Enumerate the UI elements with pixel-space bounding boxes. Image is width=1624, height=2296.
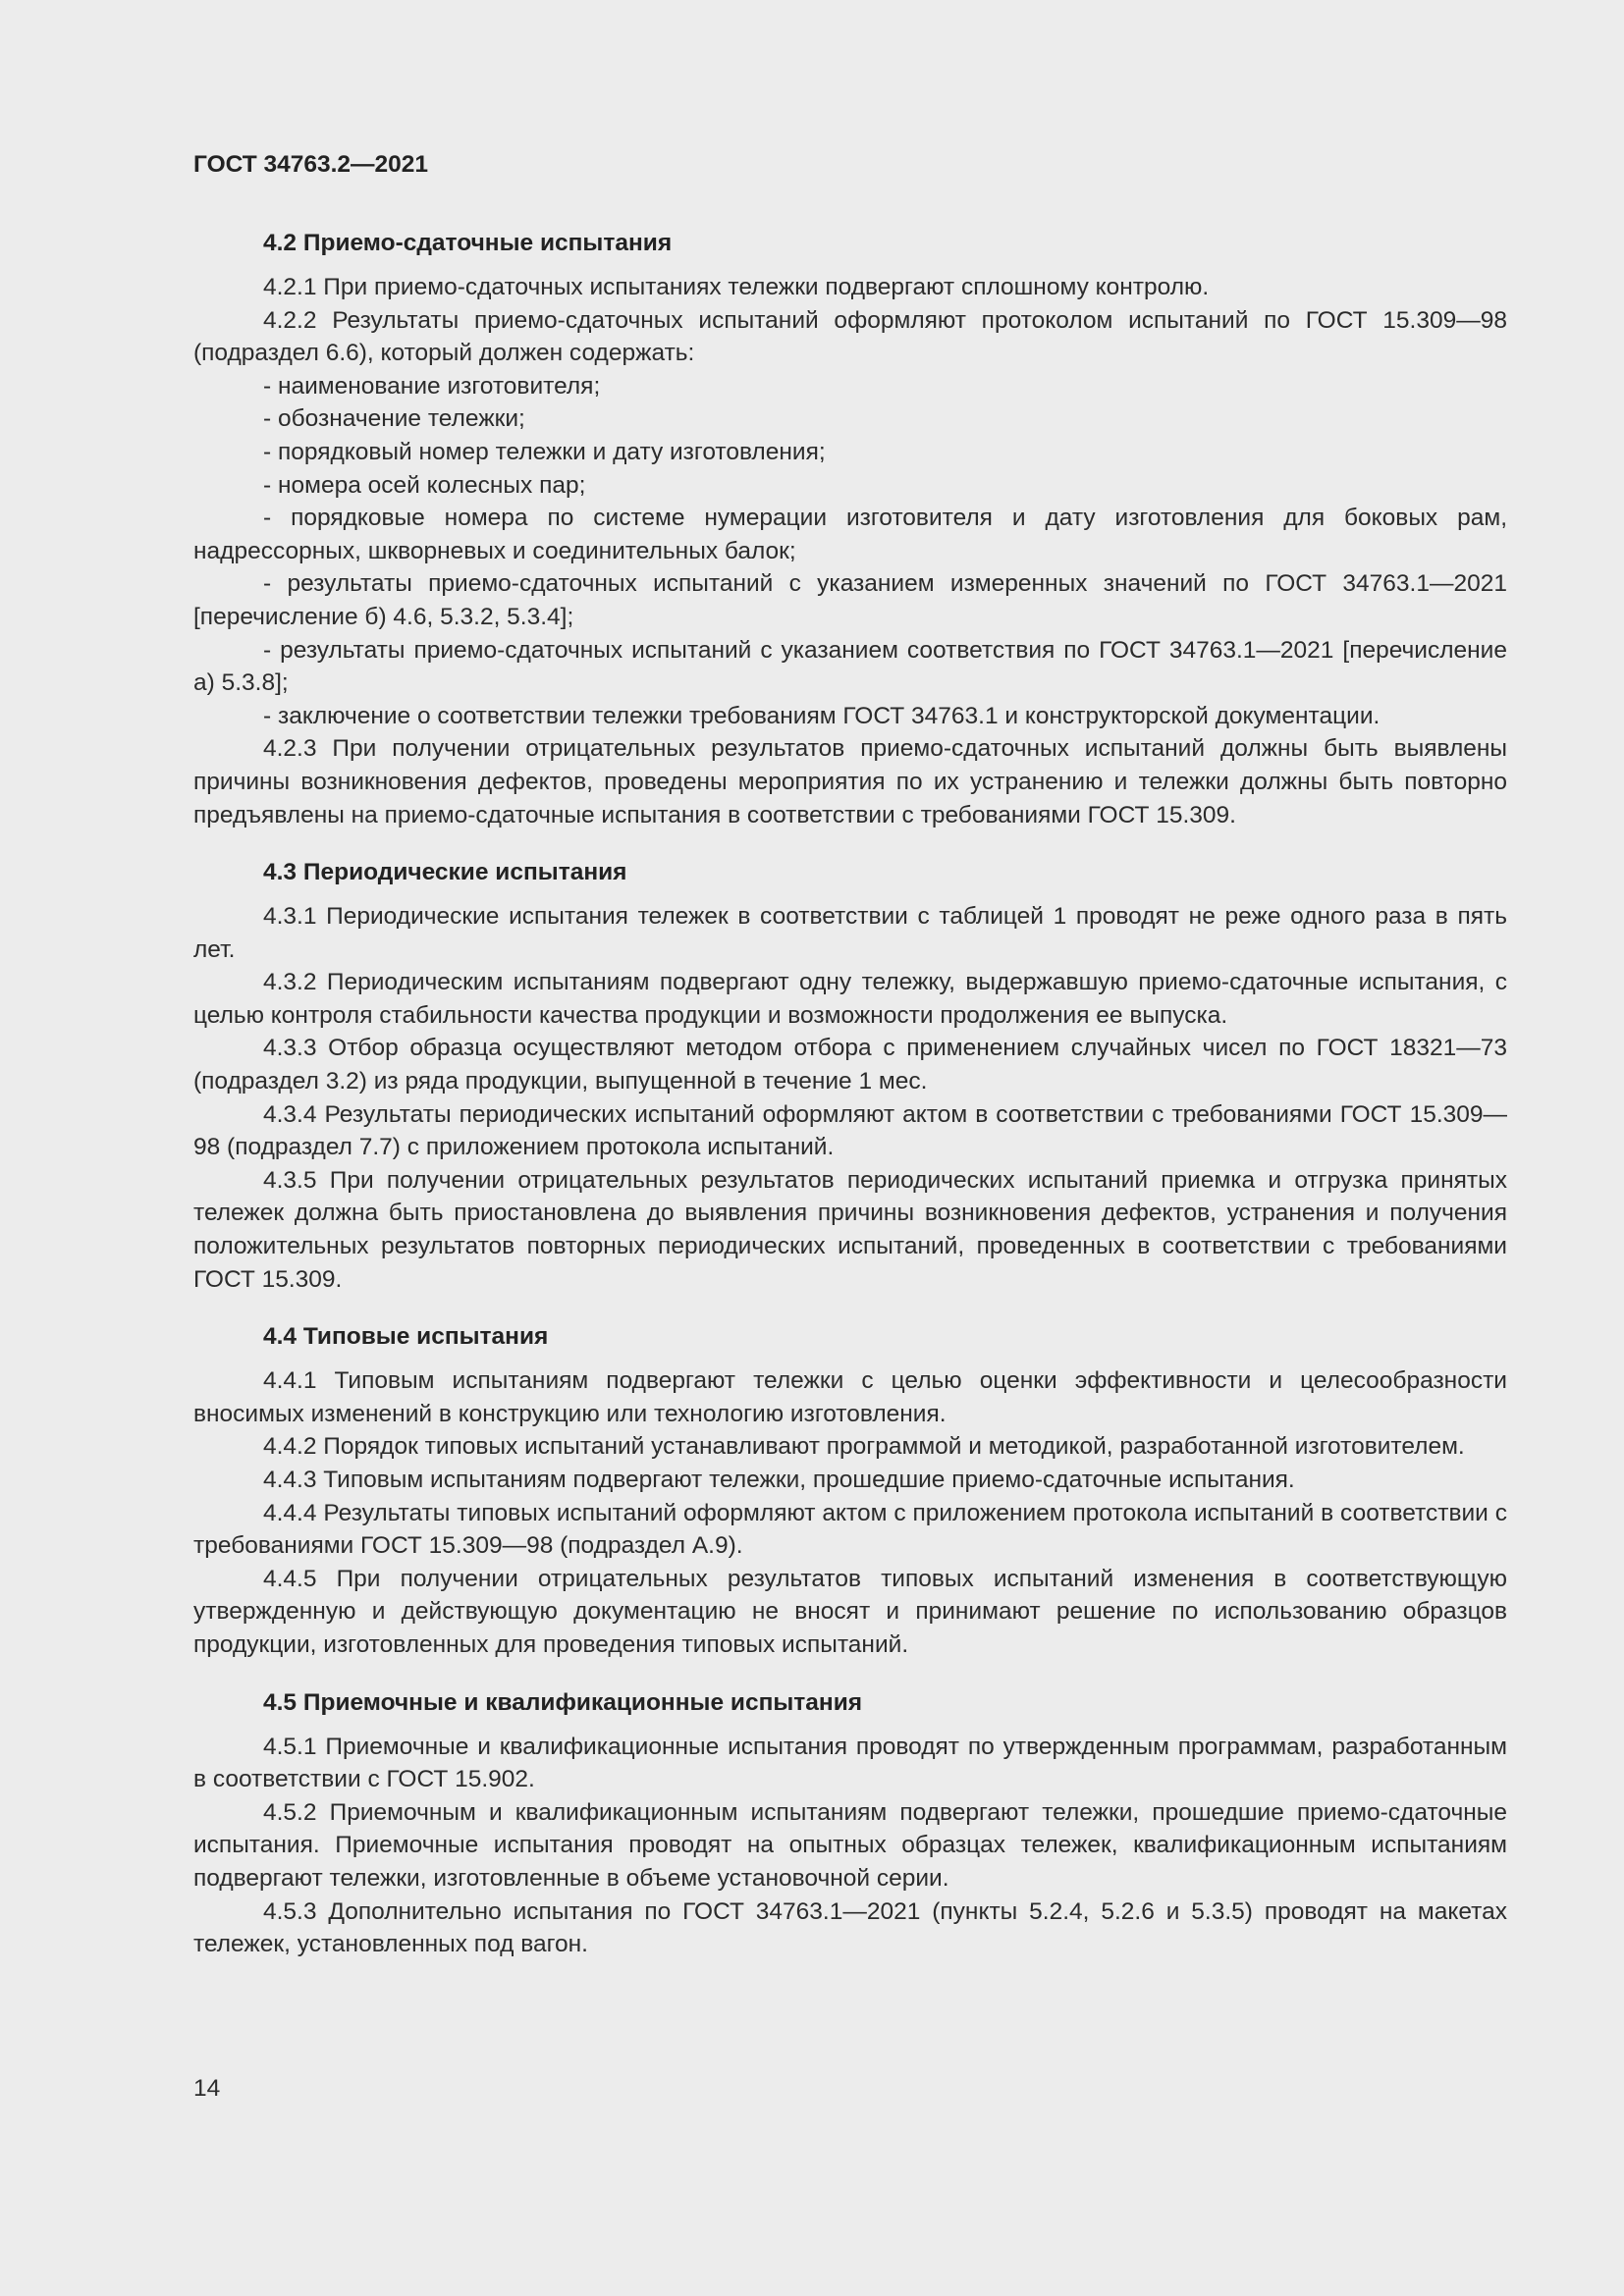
list-item: - наименование изготовителя; bbox=[263, 372, 601, 400]
paragraph: 4.3.3 Отбор образца осуществляют методом отбора с применением случайных чисел по ГОСТ 18321—73 (подраздел 3.2) из ряда продукции, выпущенной в течение 1 мес. bbox=[193, 1035, 1507, 1095]
page-content bbox=[193, 145, 1507, 1983]
paragraph: 4.2.2 Результаты приемо-сдаточных испытаний оформляют протоколом испытаний по ГОСТ 15.309—98 (подраздел 6.6), который должен содержать: bbox=[193, 306, 1507, 367]
paragraph: 4.2.1 При приемо-сдаточных испытаниях тележки подвергают сплошному контролю. bbox=[263, 274, 1210, 300]
list-item: - номера осей колесных пар; bbox=[263, 471, 586, 499]
section-4-4 bbox=[193, 1317, 1507, 1661]
list-item: - порядковые номера по системе нумерации изготовителя и дату изготовления для боковых рам, надрессорных, шкворневых и соединительных балок; bbox=[193, 505, 1507, 564]
section-4-2 bbox=[193, 224, 1507, 831]
paragraph: 4.3.1 Периодические испытания тележек в соответствии с таблицей 1 проводят не реже одного раза в пять лет. bbox=[193, 903, 1507, 963]
paragraph: 4.2.3 При получении отрицательных результатов приемо-сдаточных испытаний должны быть выявлены причины возникновения дефектов, проведены мероприятия по их устранению и тележки должны быть повторно предъявлены на приемо-сдаточные испытания в соответствии с требованиями ГОСТ 15.309. bbox=[193, 735, 1507, 828]
list-item: - обозначение тележки; bbox=[263, 405, 525, 433]
paragraph: 4.4.4 Результаты типовых испытаний оформляют актом с приложением протокола испытаний в соответствии с требованиями ГОСТ 15.309—98 (подраздел А.9). bbox=[193, 1499, 1507, 1560]
paragraph: 4.5.2 Приемочным и квалификационным испытаниям подвергают тележки, прошедшие приемо-сдаточные испытания. Приемочные испытания проводят на опытных образцах тележек, квалификационным испытаниям подвергают тележки, изготовленные в объеме установочной серии. bbox=[193, 1798, 1507, 1892]
paragraph: 4.4.5 При получении отрицательных результатов типовых испытаний изменения в соответствующую утвержденную и действующую документацию не вносят и принимают решение по использованию образцов продукции, изготовленных для проведения типовых испытаний. bbox=[193, 1565, 1507, 1658]
list-item: - результаты приемо-сдаточных испытаний с указанием измеренных значений по ГОСТ 34763.1—2021 [перечисление б) 4.6, 5.3.2, 5.3.4]; bbox=[193, 570, 1507, 630]
paragraph: 4.3.5 При получении отрицательных результатов периодических испытаний приемка и отгрузка принятых тележек должна быть приостановлена до выявления причины возникновения дефектов, устранения и получения положительных результатов повторных периодических испытаний, проведенных в соответствии с требованиями ГОСТ 15.309. bbox=[193, 1166, 1507, 1293]
list-item: - результаты приемо-сдаточных испытаний с указанием соответствия по ГОСТ 34763.1—2021 [перечисление а) 5.3.8]; bbox=[193, 636, 1507, 697]
list-item: - порядковый номер тележки и дату изготовления; bbox=[263, 438, 826, 465]
list-item: - заключение о соответствии тележки требованиям ГОСТ 34763.1 и конструкторской документации. bbox=[263, 702, 1380, 729]
section-title: 4.2 Приемо-сдаточные испытания bbox=[263, 230, 673, 256]
paragraph: 4.3.4 Результаты периодических испытаний оформляют актом в соответствии с требованиями ГОСТ 15.309—98 (подраздел 7.7) с приложением протокола испытаний. bbox=[193, 1100, 1507, 1161]
document-header: ГОСТ 34763.2—2021 bbox=[193, 151, 429, 178]
paragraph: 4.5.3 Дополнительно испытания по ГОСТ 34763.1—2021 (пункты 5.2.4, 5.2.6 и 5.3.5) проводят на макетах тележек, установленных под вагон. bbox=[193, 1897, 1507, 1958]
section-title: 4.3 Периодические испытания bbox=[263, 859, 627, 886]
section-title: 4.5 Приемочные и квалификационные испытания bbox=[263, 1688, 863, 1716]
section-4-5 bbox=[193, 1683, 1507, 1961]
paragraph: 4.4.2 Порядок типовых испытаний устанавливают программой и методикой, разработанной изготовителем. bbox=[263, 1433, 1465, 1461]
section-title: 4.4 Типовые испытания bbox=[263, 1323, 549, 1351]
paragraph: 4.5.1 Приемочные и квалификационные испытания проводят по утвержденным программам, разработанным в соответствии с ГОСТ 15.902. bbox=[193, 1733, 1507, 1793]
page-number: 14 bbox=[193, 2075, 221, 2102]
paragraph: 4.3.2 Периодическим испытаниям подвергают одну тележку, выдержавшую приемо-сдаточные испытания, с целью контроля стабильности качества продукции и возможности продолжения ее выпуска. bbox=[193, 969, 1507, 1029]
paragraph: 4.4.1 Типовым испытаниям подвергают тележки с целью оценки эффективности и целесообразности вносимых изменений в конструкцию или технологию изготовления. bbox=[193, 1367, 1507, 1427]
section-4-3 bbox=[193, 853, 1507, 1296]
paragraph: 4.4.3 Типовым испытаниям подвергают тележки, прошедшие приемо-сдаточные испытания. bbox=[263, 1467, 1295, 1493]
